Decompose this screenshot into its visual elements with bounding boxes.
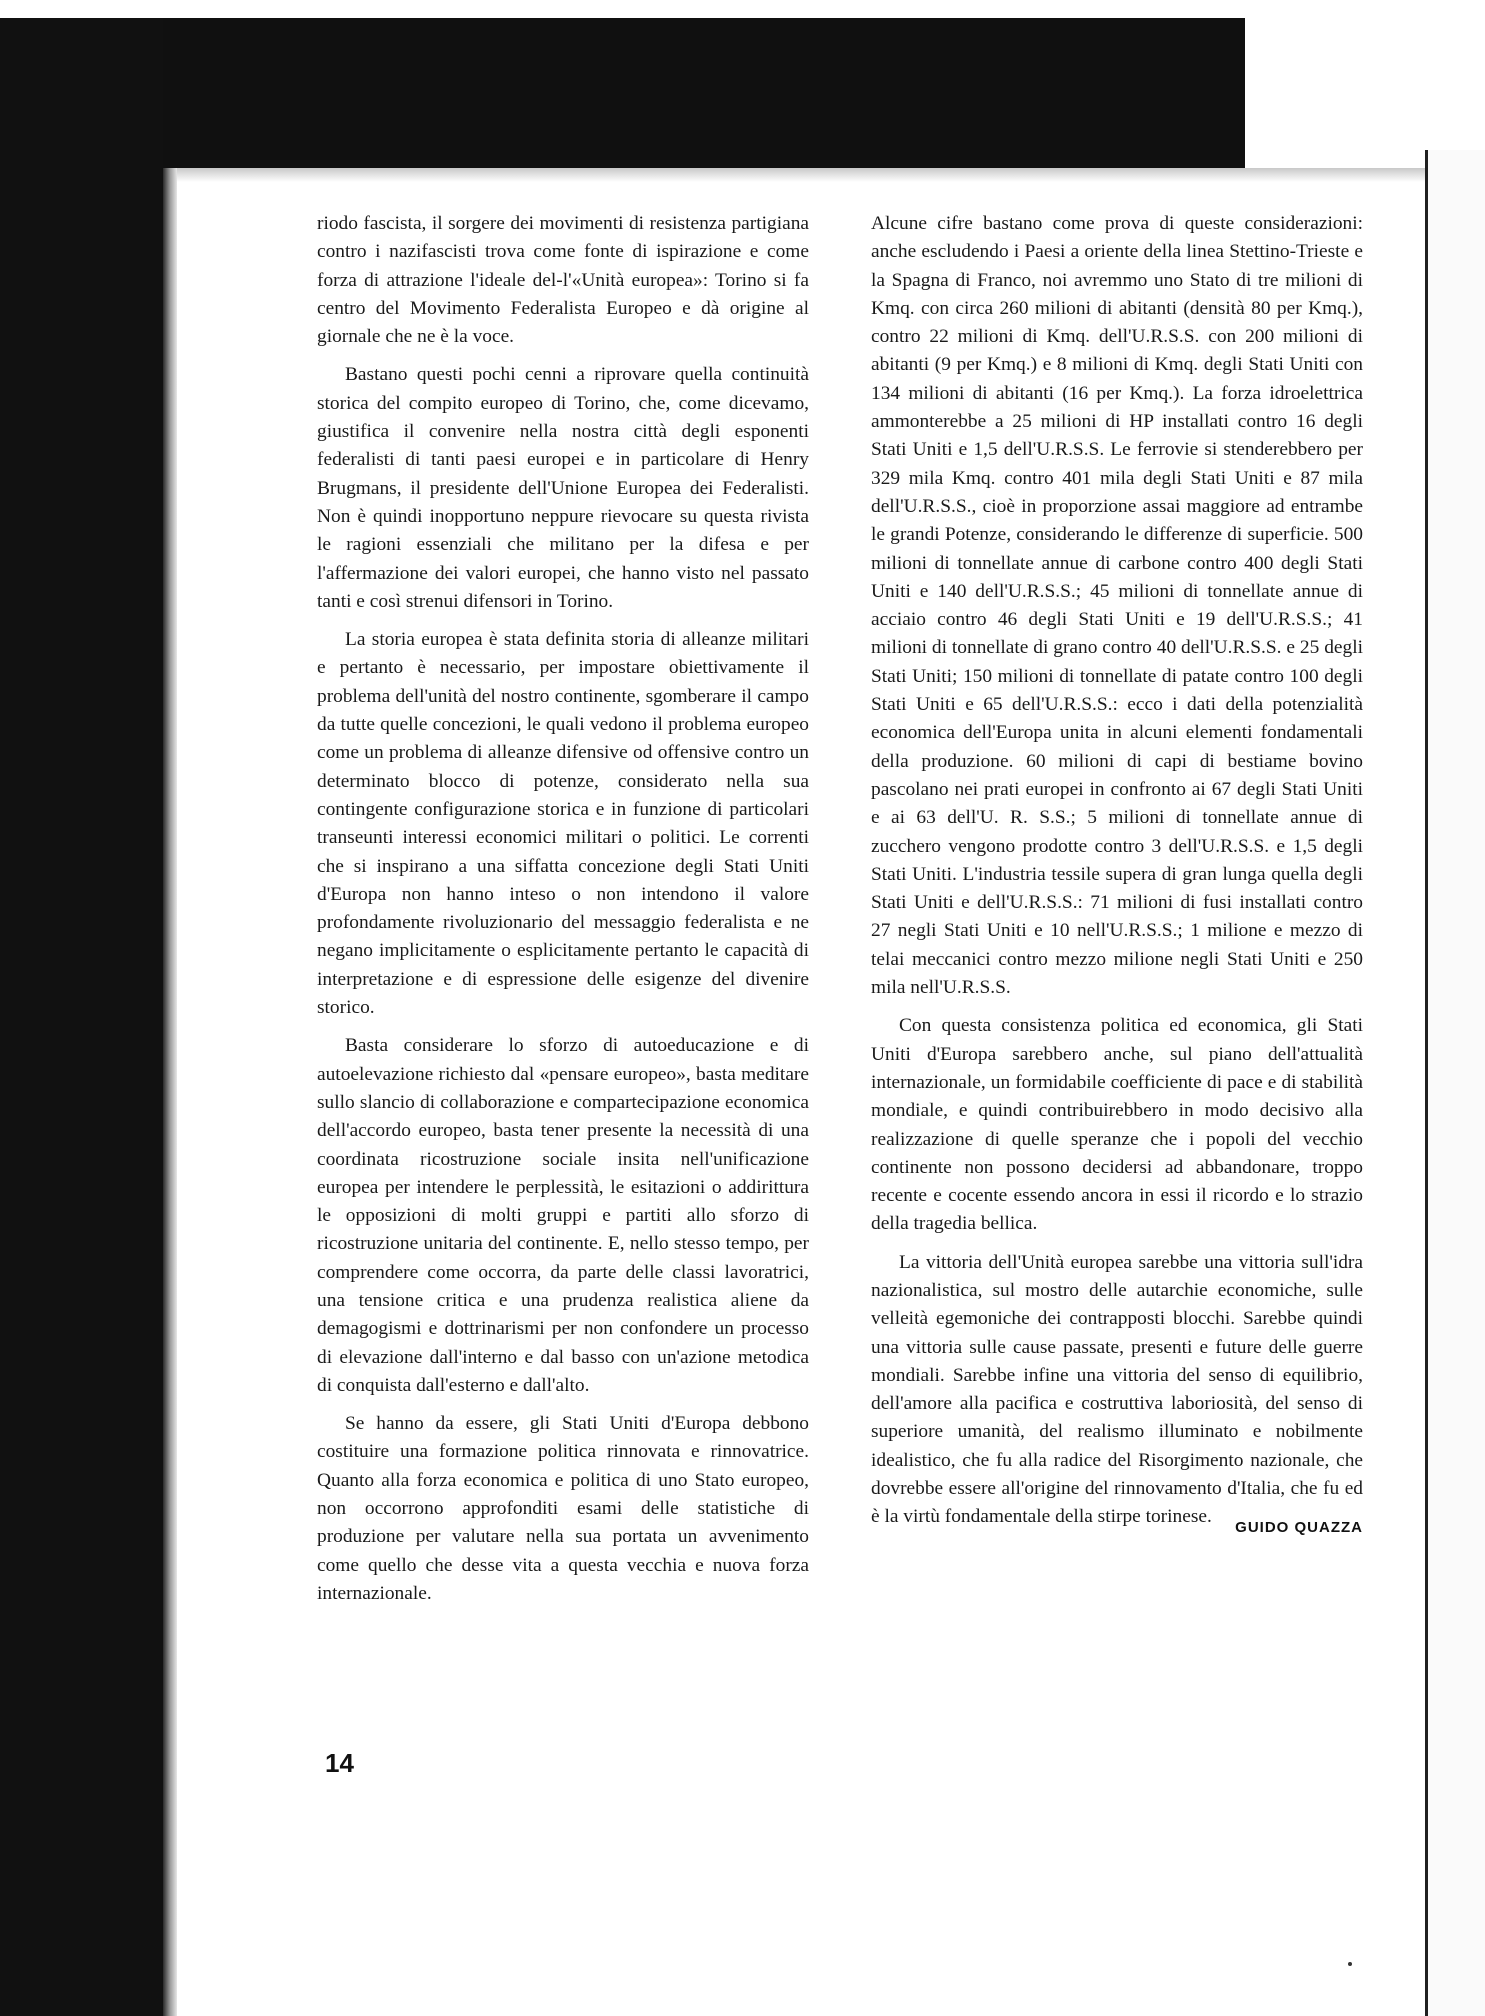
text-column-right [871,210,1363,1542]
scan-margin-top [0,0,1485,18]
page-top-shadow [177,168,1425,182]
author-signature: GUIDO QUAZZA [1235,1518,1363,1536]
page-number: 14 [325,1748,354,1778]
paragraph: Con questa consistenza politica ed economica, gli Stati Uniti d'Europa sarebbero anche, sul piano dell'attualità internazionale, un formidabile coefficiente di pace e di stabilità mondiale, e quindi contribuirebbero in modo decisivo alla realizzazione di quelle speranze che i popoli del vecchio continente non possono decidersi ad abbandonare, troppo recente e cocente essendo ancora in essi il ricordo e lo strazio della tragedia bellica. [871,1015,1363,1235]
paragraph: La storia europea è stata definita storia di alleanze militari e pertanto è necessario, per impostare obiettivamente il problema dell'unità del nostro continente, sgomberare il campo da tutte quelle concezioni, le quali vedono il problema europeo come un problema di alleanze difensive od offensive contro un determinato blocco di potenze, considerato nella sua contingente configurazione storica e in funzione di particolari transeunti interessi economici militari o politici. Le correnti che si inspirano a una siffatta concezione degli Stati Uniti d'Europa non hanno inteso o non intendono il valore profondamente rivoluzionario del messaggio federalista e ne negano implicitamente o esplicitamente pertanto le capacità di interpretazione e di espressione delle esigenze del divenire storico. [317,629,809,1019]
scan-margin-right [1428,150,1485,2016]
paragraph: Basta considerare lo sforzo di autoeducazione e di autoelevazione richiesto dal «pensare europeo», basta meditare sullo slancio di collaborazione e compartecipazione economica dell'accordo europeo, basta tener presente la necessità di una coordinata ricostruzione sociale insita nell'unificazione europea per intendere le perplessità, le esitazioni o addirittura le opposizioni di molti gruppi e partiti allo sforzo di ricostruzione unitaria del continente. E, nello stesso tempo, per comprendere come occorra, da parte delle classi lavoratrici, una tensione critica e una prudenza realistica aliene da demagogismi e dottrinarismi per non confondere un processo di elevazione dall'interno e dal basso con un'azione metodica di conquista dall'esterno e dall'alto. [317,1035,809,1396]
paragraph: riodo fascista, il sorgere dei movimenti di resistenza partigiana contro i nazifascisti trova come fonte di ispirazione e come forza di attrazione l'ideale del-l'«Unità europea»: Torino si fa centro del Movimento Federalista Europeo e dà origine al giornale che ne è la voce. [317,213,809,348]
paragraph: Alcune cifre bastano come prova di queste considerazioni: anche escludendo i Paesi a oriente della linea Stettino-Trieste e la Spagna di Franco, noi avremmo uno Stato di tre milioni di Kmq. con circa 260 milioni di abitanti (densità 80 per Kmq.), contro 22 milioni di Kmq. dell'U.R.S.S. con 200 milioni di abitanti (9 per Kmq.) e 8 milioni di Kmq. degli Stati Uniti con 134 milioni di abitanti (16 per Kmq.). La forza idroelettrica ammonterebbe a 25 milioni di HP installati contro 16 degli Stati Uniti e 1,5 dell'U.R.S.S. Le ferrovie si stenderebbero per 329 mila Kmq. contro 401 mila degli Stati Uniti e 87 mila dell'U.R.S.S., cioè in proporzione assai maggiore ad entrambe le grandi Potenze, considerando le differenze di superficie. 500 milioni di tonnellate annue di carbone contro 400 degli Stati Uniti e 140 dell'U.R.S.S.; 45 milioni di tonnellate annue di acciaio contro 46 degli Stati Uniti e 19 dell'U.R.S.S.; 41 milioni di tonnellate di grano contro 40 dell'U.R.S.S. e 25 degli Stati Uniti; 150 milioni di tonnellate di patate contro 100 degli Stati Uniti e 65 dell'U.R.S.S.: ecco i dati della potenzialità economica dell'Europa unita in alcuni elementi fondamentali della produzione. 60 milioni di capi di bestiame bovino pascolano nei prati europei in confronto ai 67 degli Stati Uniti e ai 63 dell'U. R. S.S.; 5 milioni di tonnellate annue di zucchero vengono prodotte contro 3 dell'U.R.S.S. e 1,5 degli Stati Uniti. L'industria tessile supera di gran lunga quella degli Stati Uniti e dell'U.R.S.S.: 71 milioni di fusi installati contro 27 negli Stati Uniti e 10 nell'U.R.S.S.; 1 milione e mezzo di telai meccanici contro mezzo milione negli Stati Uniti e 250 mila nell'U.R.S.S. [871,213,1363,999]
text-column-left [317,210,809,1618]
paragraph: Se hanno da essere, gli Stati Uniti d'Europa debbono costituire una formazione politica rinnovata e rinnovatrice. Quanto alla forza economica e politica di uno Stato europeo, non occorrono approfonditi esami delle statistiche di produzione per valutare nella sua portata un avvenimento come quello che desse vita a questa vecchia e nuova forza internazionale. [317,1413,809,1604]
paragraph: La vittoria dell'Unità europea sarebbe una vittoria sull'idra nazionalistica, sul mostro delle autarchie economiche, sulle velleità egemoniche dei contrapposti blocchi. Sarebbe quindi una vittoria sulle cause passate, presenti e future delle guerre mondiali. Sarebbe infine una vittoria del senso di equilibrio, dell'amore alla pacifica e costruttiva laboriosità, del senso di superiore umanità, del realismo illuminato e nobilmente idealistico, che fu alla radice del Risorgimento nazionale, che dovrebbe essere all'origine del rinnovamento d'Italia, che fu ed è la virtù fondamentale della stirpe torinese. [871,1251,1363,1528]
paragraph: Bastano questi pochi cenni a riprovare quella continuità storica del compito europeo di Torino, che, come dicevamo, giustifica il convenire nella nostra città degli esponenti federalisti di tanti paesi europei e in particolare di Henry Brugmans, il presidente dell'Unione Europea dei Federalisti. Non è quindi inopportuno neppure rievocare su questa rivista le ragioni essenziali che militano per la difesa e per l'affermazione dei valori europei, che hanno visto nel passato tanti e così strenui difensori in Torino. [317,364,809,612]
scan-dark-border-top [0,18,1245,168]
book-gutter-shadow [163,168,177,2016]
book-page [177,168,1425,2016]
scan-dark-border-left [0,18,163,2016]
